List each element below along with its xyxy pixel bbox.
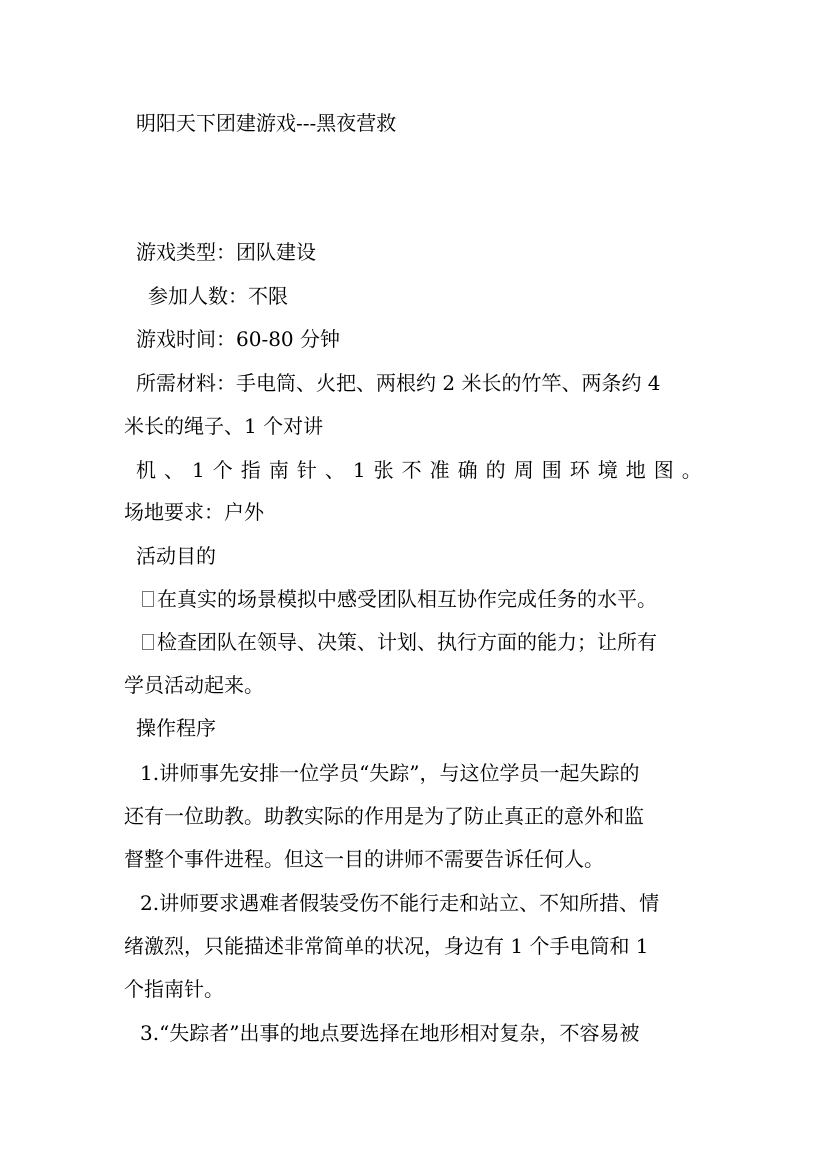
participant-count: 参加人数：不限 (148, 284, 288, 308)
procedure-step-2: 2.讲师要求遇难者假装受伤不能行走和站立、不知所措、情 (140, 891, 660, 915)
char: 准 (429, 458, 450, 482)
char: 机 (136, 458, 156, 482)
char: 针 (296, 458, 317, 482)
char: 境 (597, 458, 618, 482)
char: 的 (485, 458, 506, 482)
procedure-step-1: 1.讲师事先安排一位学员“失踪”，与这位学员一起失踪的 (140, 761, 640, 785)
document-title: 明阳天下团建游戏---黑夜营救 (136, 111, 397, 135)
char: 1 (352, 458, 366, 482)
materials-line-1: 所需材料：手电筒、火把、两根约 2 米长的竹竿、两条约 4 (136, 371, 661, 395)
char: 1 (192, 458, 205, 482)
materials-line-2: 米长的绳子、1 个对讲 (124, 414, 324, 438)
char: 张 (373, 458, 394, 482)
bullet-box-icon (142, 634, 154, 650)
purpose-item-2 (142, 628, 722, 656)
char: 。 (681, 458, 702, 482)
char: 指 (240, 458, 261, 482)
char: 南 (268, 458, 289, 482)
game-type: 游戏类型：团队建设 (136, 240, 316, 264)
char: 确 (457, 458, 478, 482)
procedure-step-1-cont: 还有一位助教。助教实际的作用是为了防止真正的意外和监 (124, 804, 644, 828)
venue-requirement: 场地要求：户外 (124, 500, 264, 524)
materials-line-3 (136, 456, 702, 484)
char: 不 (401, 458, 422, 482)
procedure-step-1-cont: 督整个事件进程。但这一目的讲师不需要告诉任何人。 (124, 847, 604, 871)
purpose-item-1 (142, 585, 722, 613)
procedure-step-2-cont: 个指南针。 (124, 977, 224, 1001)
procedure-step-2-cont: 绪激烈，只能描述非常简单的状况，身边有 1 个手电筒和 1 (124, 934, 649, 958)
char: 地 (625, 458, 646, 482)
char: 个 (212, 458, 233, 482)
game-duration: 游戏时间：60-80 分钟 (136, 327, 341, 351)
char: 、 (164, 458, 185, 482)
purpose-item-1-text: 在真实的场景模拟中感受团队相互协作完成任务的水平。 (157, 587, 657, 611)
procedure-step-3: 3.“失踪者”出事的地点要选择在地形相对复杂，不容易被 (140, 1021, 640, 1045)
bullet-box-icon (142, 591, 154, 607)
purpose-item-2-cont: 学员活动起来。 (124, 673, 264, 697)
char: 环 (569, 458, 590, 482)
char: 图 (653, 458, 674, 482)
purpose-item-2-text: 检查团队在领导、决策、计划、执行方面的能力；让所有 (157, 630, 657, 654)
char: 、 (324, 458, 345, 482)
procedure-heading: 操作程序 (136, 716, 216, 740)
char: 围 (541, 458, 562, 482)
char: 周 (513, 458, 534, 482)
purpose-heading: 活动目的 (136, 544, 216, 568)
